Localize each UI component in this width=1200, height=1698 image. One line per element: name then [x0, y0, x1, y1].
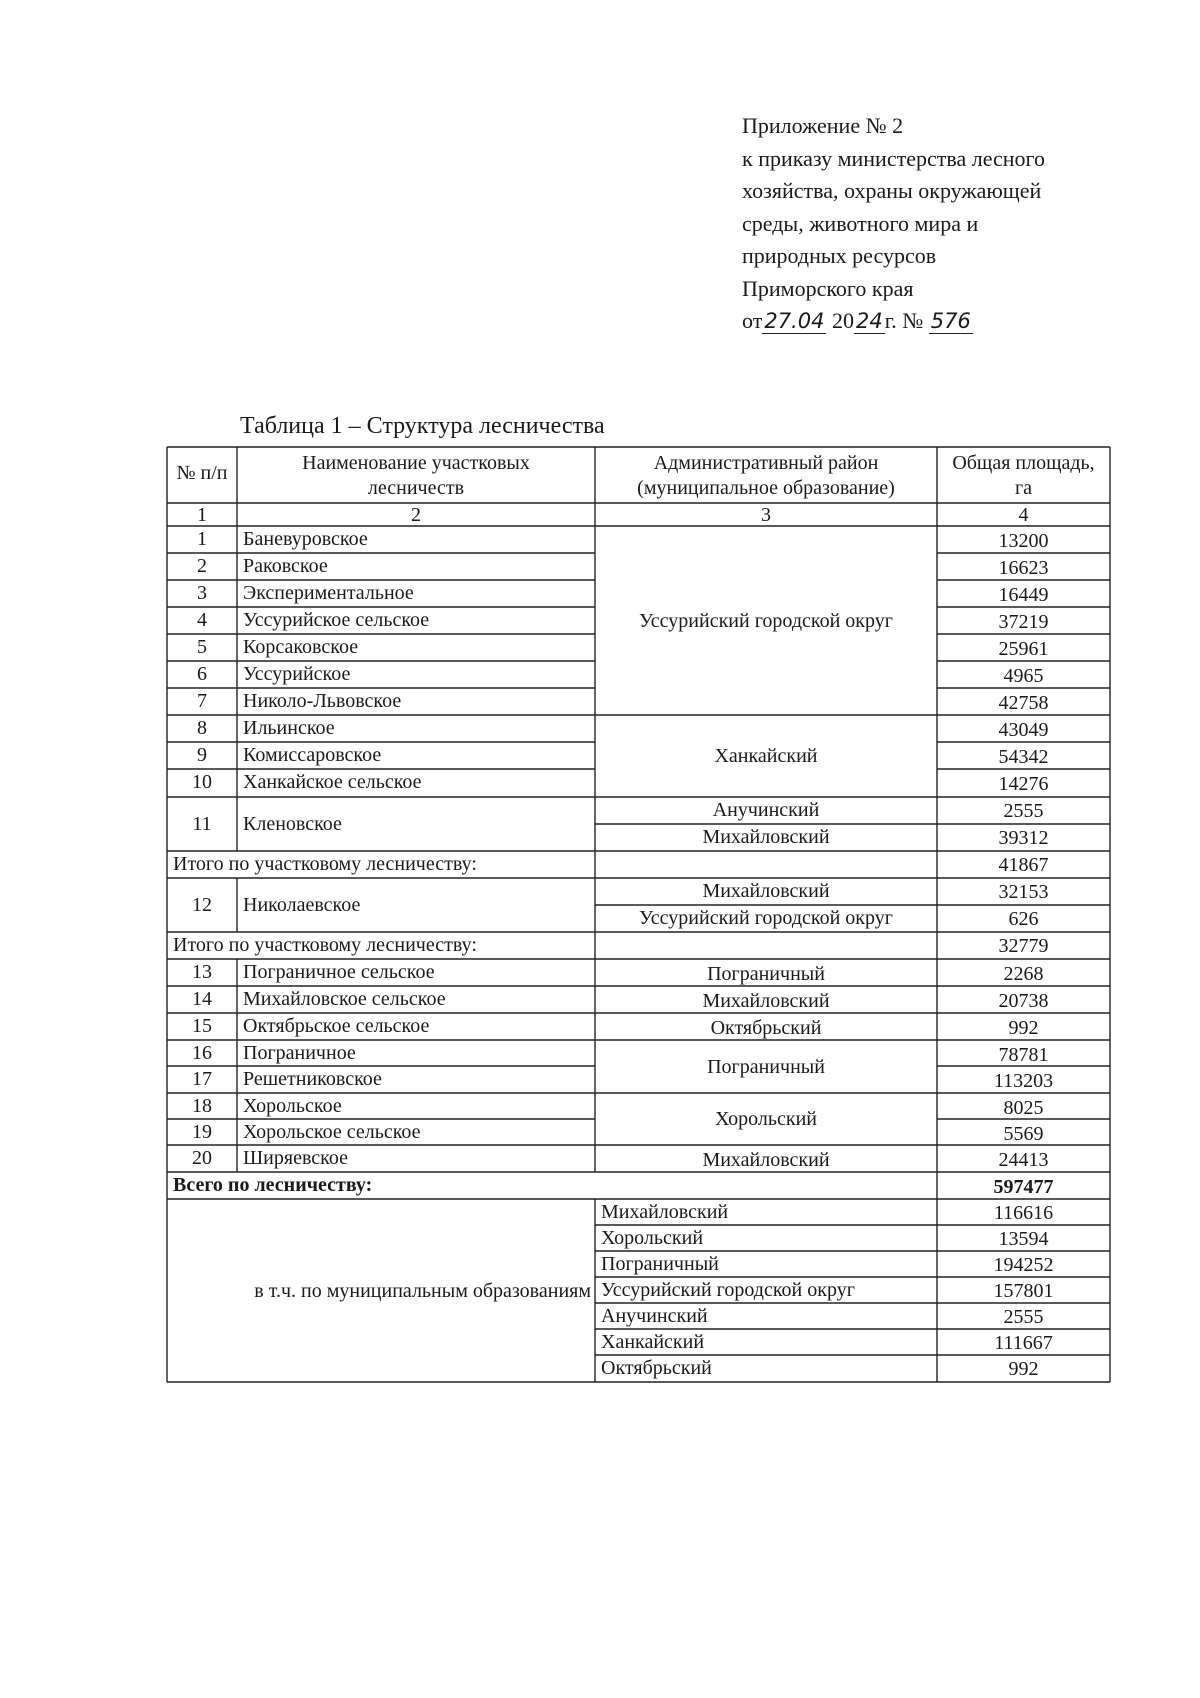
row-num: 4: [197, 609, 207, 631]
row-name-11: Кленовское: [243, 813, 342, 835]
row-name: Комиссаровское: [243, 744, 382, 766]
date-prefix: от: [742, 308, 763, 333]
row-num: 17: [192, 1068, 212, 1090]
table-caption: Таблица 1 – Структура лесничества: [240, 413, 605, 439]
row-area: 14276: [998, 773, 1049, 795]
annex-title: Приложение № 2: [742, 113, 904, 138]
handwritten-year: 24: [855, 309, 883, 333]
row-area: 39312: [998, 827, 1049, 849]
row-num: 5: [197, 636, 207, 658]
annex-line: Приморского края: [742, 275, 914, 301]
row-name: Решетниковское: [243, 1068, 382, 1090]
municipal-name: Михайловский: [601, 1201, 729, 1223]
row-area: 113203: [993, 1070, 1054, 1092]
row-area: 32153: [998, 881, 1049, 903]
row-area: 78781: [998, 1044, 1049, 1066]
handwritten-number: 576: [930, 309, 971, 333]
district-pogr-16-17: Пограничный: [707, 1056, 825, 1078]
header-area-line2: га: [1014, 477, 1033, 499]
row-name: Михайловское сельское: [243, 988, 446, 1010]
header-name-line2: лесничеств: [367, 477, 465, 499]
row-num: 14: [192, 988, 212, 1010]
row-area: 5569: [1003, 1123, 1044, 1145]
municipal-name: Хорольский: [601, 1227, 704, 1249]
row-area: 2555: [1003, 800, 1044, 822]
row-num: 18: [192, 1095, 212, 1117]
district-ussuri-12: Уссурийский городской округ: [639, 907, 893, 929]
row-name: Баневуровское: [243, 528, 368, 550]
header-num: № п/п: [176, 462, 228, 484]
row-area: 43049: [998, 719, 1049, 741]
colnum-4: 4: [1018, 504, 1029, 526]
row-num: 2: [197, 555, 207, 577]
district-mikh-12: Михайловский: [702, 880, 830, 902]
row-num: 1: [197, 528, 207, 550]
municipal-area: 116616: [993, 1202, 1054, 1224]
total-area: 597477: [993, 1176, 1054, 1198]
district-anuch: Анучинский: [712, 799, 820, 821]
row-name: Раковское: [243, 555, 328, 577]
row-num: 10: [192, 771, 212, 793]
municipal-name: Уссурийский городской округ: [601, 1279, 855, 1301]
row-num: 20: [192, 1147, 212, 1169]
row-area: 13200: [998, 530, 1049, 552]
handwritten-date: 27.04: [764, 309, 825, 333]
district-khor: Хорольский: [714, 1108, 818, 1130]
row-num: 15: [192, 1015, 212, 1037]
row-name: Ширяевское: [243, 1147, 348, 1169]
header-district-line1: Административный район: [653, 452, 879, 474]
row-num: 13: [192, 961, 212, 983]
row-name: Ханкайское сельское: [243, 771, 422, 793]
header-name-line1: Наименование участковых: [302, 452, 530, 474]
row-name: Уссурийское сельское: [243, 609, 430, 631]
municipal-area: 157801: [993, 1280, 1054, 1302]
row-num: 9: [197, 744, 207, 766]
municipal-name: Анучинский: [601, 1305, 708, 1327]
header-area-line1: Общая площадь,: [952, 452, 1095, 474]
district-khankai: Ханкайский: [714, 745, 818, 767]
district-okt-15: Октябрьский: [710, 1017, 822, 1039]
row-num: 7: [197, 690, 207, 712]
row-num: 16: [192, 1042, 212, 1064]
header-district-line2: (муниципальное образование): [637, 477, 895, 499]
row-name: Николо-Львовское: [243, 690, 402, 712]
municipal-area: 13594: [998, 1228, 1049, 1250]
subtotal-label: Итого по участковому лесничеству:: [173, 853, 477, 875]
row-name: Пограничное сельское: [243, 961, 435, 983]
row-area: 25961: [998, 638, 1049, 660]
annex-line: к приказу министерства лесного: [742, 145, 1046, 171]
row-num: 8: [197, 717, 207, 739]
year-prefix: 20: [831, 308, 854, 333]
row-num-11: 11: [192, 813, 212, 835]
municipal-name: Октябрьский: [601, 1357, 712, 1379]
row-num-12: 12: [192, 894, 212, 916]
row-name: Корсаковское: [243, 636, 359, 658]
row-name: Хорольское: [243, 1095, 342, 1117]
row-name: Экспериментальное: [243, 582, 414, 604]
row-area: 37219: [998, 611, 1049, 633]
year-suffix: г. №: [884, 308, 924, 333]
row-num: 6: [197, 663, 207, 685]
row-area: 42758: [998, 692, 1049, 714]
district-ussuri: Уссурийский городской округ: [639, 610, 893, 632]
row-num: 19: [192, 1121, 212, 1143]
row-name-12: Николаевское: [243, 894, 361, 916]
total-label: Всего по лесничеству:: [173, 1174, 373, 1196]
municipal-area: 2555: [1003, 1306, 1044, 1328]
municipal-label: в т.ч. по муниципальным образованиям: [254, 1280, 591, 1302]
district-pogr-13: Пограничный: [707, 963, 825, 985]
district-mikh-11: Михайловский: [702, 826, 830, 848]
municipal-name: Ханкайский: [601, 1331, 705, 1353]
row-area: 24413: [998, 1149, 1049, 1171]
district-mikh-14: Михайловский: [702, 990, 830, 1012]
row-area: 8025: [1003, 1097, 1044, 1119]
row-name: Пограничное: [243, 1042, 356, 1064]
row-area: 2268: [1003, 963, 1044, 985]
municipal-area: 992: [1008, 1358, 1039, 1380]
subtotal-area: 32779: [998, 935, 1049, 957]
municipal-name: Пограничный: [601, 1253, 719, 1275]
colnum-3: 3: [761, 504, 771, 526]
colnum-2: 2: [411, 504, 421, 526]
colnum-1: 1: [197, 504, 207, 526]
row-name: Хорольское сельское: [243, 1121, 421, 1143]
row-name: Уссурийское: [243, 663, 351, 685]
row-name: Ильинское: [243, 717, 335, 739]
row-area: 16623: [998, 557, 1049, 579]
district-mikh-20: Михайловский: [702, 1149, 830, 1171]
row-area: 992: [1008, 1017, 1039, 1039]
row-area: 54342: [998, 746, 1049, 768]
row-area: 626: [1008, 908, 1039, 930]
row-area: 16449: [998, 584, 1049, 606]
row-area: 20738: [998, 990, 1049, 1012]
municipal-area: 111667: [994, 1332, 1053, 1354]
row-name: Октябрьское сельское: [243, 1015, 430, 1037]
municipal-area: 194252: [993, 1254, 1054, 1276]
subtotal-area: 41867: [998, 854, 1049, 876]
subtotal-label: Итого по участковому лесничеству:: [173, 934, 477, 956]
annex-line: хозяйства, охраны окружающей: [742, 178, 1042, 203]
row-num: 3: [197, 582, 207, 604]
annex-line: среды, животного мира и: [742, 210, 979, 236]
row-area: 4965: [1003, 665, 1044, 687]
annex-line: природных ресурсов: [742, 243, 937, 268]
